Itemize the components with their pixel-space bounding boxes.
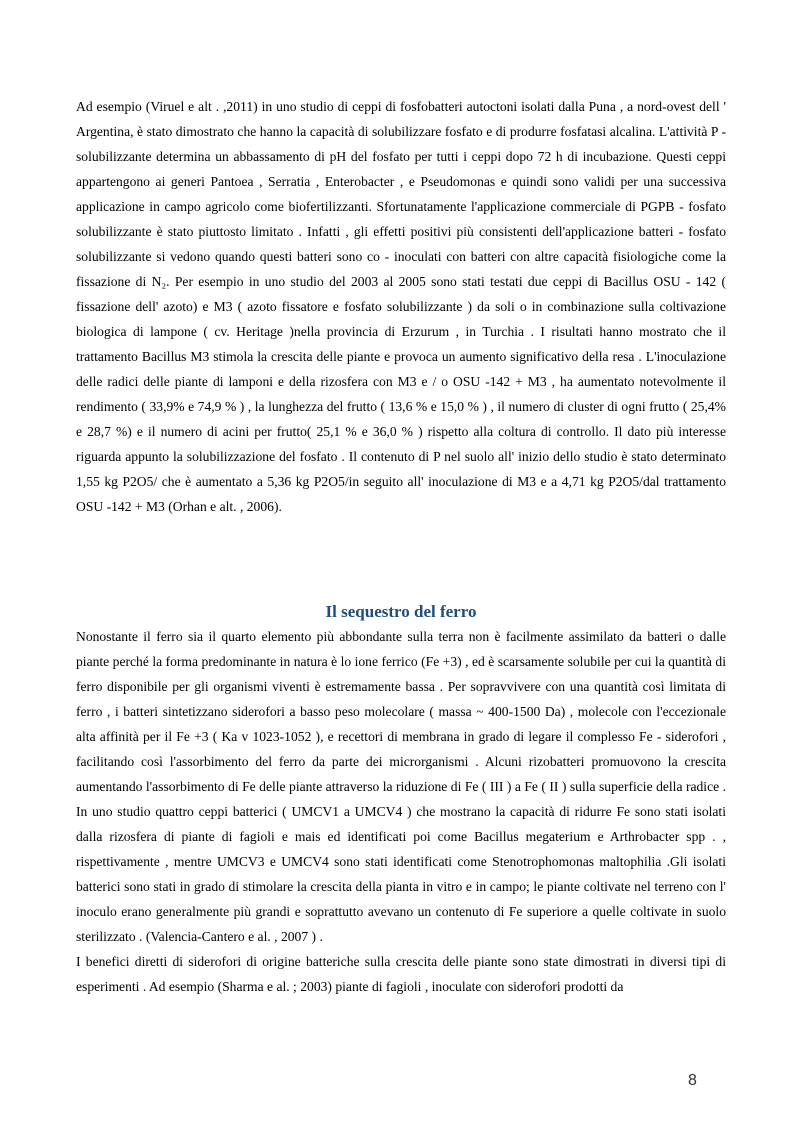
body-paragraph-iron: Nonostante il ferro sia il quarto elemento più abbondante sulla terra non è facilmente assimilato da batteri o dalle piante perché la forma predominante in natura è lo ione ferrico (Fe +3) , ed è scarsamente solubile per cui la quantità di ferro disponibile per gli organismi viventi è estremamente bassa . Per sopravvivere con una quantità così limitata di ferro , i batteri sintetizzano siderofori a basso peso molecolare ( massa ~ 400-1500 Da) , molecole con l'eccezionale alta affinità per il Fe +3 ( Ka v 1023-1052 ), e recettori di membrana in grado di legare il complesso Fe - siderofori , facilitando così l'assorbimento del ferro da parte dei microrganismi . Alcuni rizobatteri promuovono la crescita aumentando l'assorbimento di Fe delle piante attraverso la riduzione di Fe ( III ) a Fe ( II ) sulla superficie della radice . In uno studio quattro ceppi batterici ( UMCV1 a UMCV4 ) che mostrano la capacità di ridurre Fe sono stati isolati dalla rizosfera di piante di fagioli e mais ed identificati poi come Bacillus megaterium e Arthrobacter spp . , rispettivamente , mentre UMCV3 e UMCV4 sono stati identificati come Stenotrophomonas maltophilia .Gli isolati batterici sono stati in grado di stimolare la crescita della pianta in vitro e in campo; le piante coltivate nel terreno con l' inoculo erano generalmente più grandi e soprattutto avevano un contenuto di Fe superiore a quelle coltivate in suolo sterilizzato . (Valencia-Cantero e al. , 2007 ) . (76, 629, 726, 944)
body-paragraph-siderophores: I benefici diretti di siderofori di origine batteriche sulla crescita delle piante sono state dimostrati in diversi tipi di esperimenti . Ad esempio (Sharma e al. ; 2003) piante di fagioli , inoculate con siderofori prodotti da (76, 954, 726, 994)
page-number: 8 (688, 1072, 697, 1089)
body-paragraph-phosphate: Ad esempio (Viruel e alt . ,2011) in uno studio di ceppi di fosfobatteri autoctoni isolati dalla Puna , a nord-ovest dell ' Argentina, è stato dimostrato che hanno la capacità di solubilizzare fosfato e di produrre fosfatasi alcalina. L'attività P - solubilizzante determina un abbassamento di pH del fosfato per tutti i ceppi dopo 72 h di incubazione. Questi ceppi appartengono ai generi Pantoea , Serratia , Enterobacter , e Pseudomonas e quindi sono validi per una successiva applicazione in campo agricolo come biofertilizzanti. Sfortunatamente l'applicazione commerciale di PGPB - fosfato solubilizzante è stato piuttosto limitato . Infatti , gli effetti positivi più consistenti dell'applicazione batteri - fosfato solubilizzante si vedono quando questi batteri sono co - inoculati con batteri con altre capacità fisiologiche come la fissazione di N₂. Per esempio in uno studio del 2003 al 2005 sono stati testati due ceppi di Bacillus OSU - 142 ( fissazione dell' azoto) e M3 ( azoto fissatore e fosfato solubilizzante ) da soli o in combinazione sulla coltivazione biologica di lampone ( cv. Heritage )nella provincia di Erzurum , in Turchia . I risultati hanno mostrato che il trattamento Bacillus M3 stimola la crescita delle piante e provoca un aumento significativo della resa . L'inoculazione delle radici delle piante di lamponi e della rizosfera con M3 e / o OSU -142 + M3 , ha aumentato notevolmente il rendimento ( 33,9% e 74,9 % ) , la lunghezza del frutto ( 13,6 % e 15,0 % ) , il numero di cluster di ogni frutto ( 25,4% e 28,7 %) e il numero di acini per frutto( 25,1 % e 36,0 % ) rispetto alla coltura di controllo. Il dato più interesse riguarda appunto la solubilizzazione del fosfato . Il contenuto di P nel suolo all' inizio dello studio è stato determinato 1,55 kg P2O5/ che è aumentato a 5,36 kg P2O5/in seguito all' inoculazione di M3 e a 4,71 kg P2O5/dal trattamento OSU -142 + M3 (Orhan e alt. , 2006). (76, 99, 726, 514)
section-heading: Il sequestro del ferro (325, 602, 477, 621)
body-section-iron (76, 624, 726, 999)
